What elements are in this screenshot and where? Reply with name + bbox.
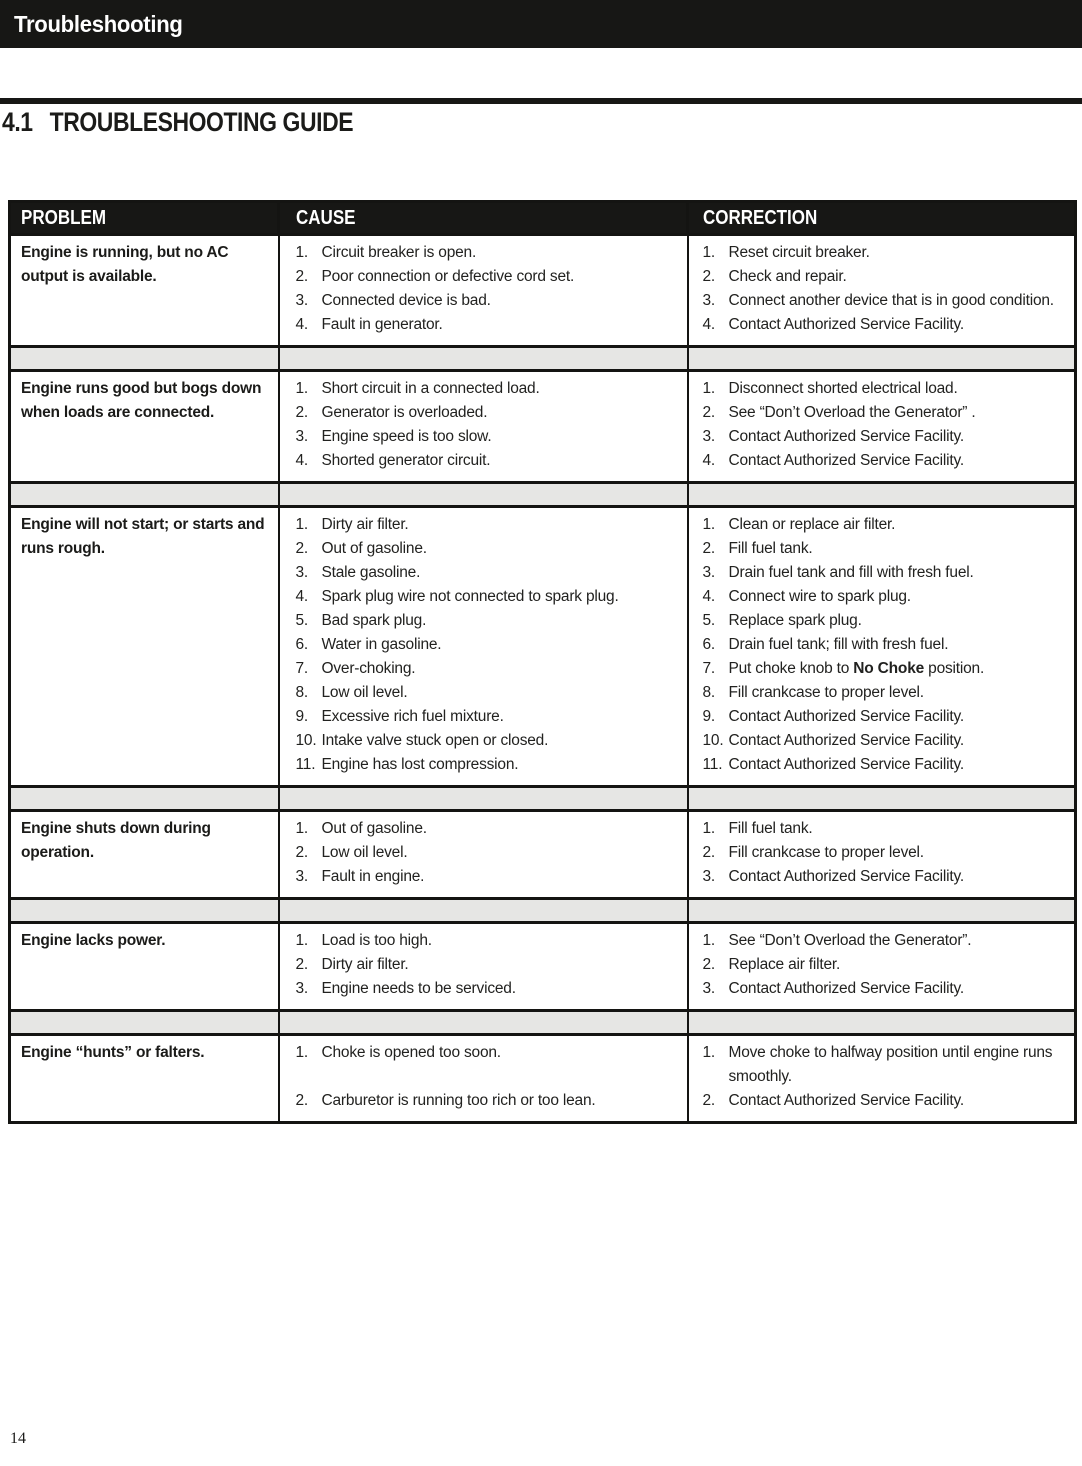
list-item-number: 2.: [702, 268, 716, 285]
list-item-number: 3.: [295, 564, 309, 581]
list-item-text: Out of gasoline.: [321, 540, 427, 557]
list-item-number: 5.: [702, 612, 716, 629]
list-item-number: 2.: [295, 404, 309, 421]
list-item-number: 1.: [295, 516, 309, 533]
list-item: [703, 425, 1067, 449]
list-item-text: Connected device is bad.: [321, 292, 491, 309]
list-item: [296, 657, 679, 681]
list-item-text: Replace air filter.: [728, 956, 841, 973]
list-item-number: 2.: [295, 540, 309, 557]
list-item-text: Contact Authorized Service Facility.: [728, 428, 964, 445]
list-item: [703, 1041, 1067, 1089]
problem-cell: Engine will not start; or starts and runs rough.: [10, 507, 279, 787]
list-item-number: 11.: [702, 756, 723, 773]
list-item: [296, 377, 679, 401]
list-item-text: Contact Authorized Service Facility.: [728, 452, 964, 469]
list-item: [703, 313, 1067, 337]
list-item: [296, 977, 679, 1001]
list-item: [703, 609, 1067, 633]
list-item-number: 3.: [295, 868, 309, 885]
list-item-text: Poor connection or defective cord set.: [321, 268, 575, 285]
list-item-text: Check and repair.: [728, 268, 847, 285]
list-item-text: Contact Authorized Service Facility.: [728, 868, 964, 885]
spacer-cell: [688, 787, 1076, 811]
spacer-row: [10, 1011, 1076, 1035]
list-item: [296, 1041, 679, 1065]
spacer-row: [10, 899, 1076, 923]
list-item-text: Contact Authorized Service Facility.: [728, 708, 964, 725]
spacer-cell: [279, 483, 688, 507]
list-item-text: Low oil level.: [321, 844, 408, 861]
list-item-text: Drain fuel tank; fill with fresh fuel.: [728, 636, 949, 653]
list-item-number: 11.: [295, 756, 316, 773]
section-heading: [2, 107, 353, 138]
list-item-number: 7.: [295, 660, 309, 677]
list-item-number: 2.: [702, 956, 716, 973]
spacer-row: [10, 347, 1076, 371]
list-item: [703, 633, 1067, 657]
spacer-cell: [688, 1011, 1076, 1035]
list-item-text: Drain fuel tank and fill with fresh fuel.: [728, 564, 974, 581]
cause-cell: [279, 371, 688, 483]
list-item: [296, 537, 679, 561]
list-item-text: Fault in generator.: [321, 316, 443, 333]
list-item-number: 1.: [295, 1044, 309, 1061]
header-problem-label: PROBLEM: [21, 206, 106, 229]
list-item: [296, 929, 679, 953]
list-item-text: Move choke to halfway position until engine runs smoothly.: [728, 1044, 1053, 1085]
section-title: TROUBLESHOOTING GUIDE: [49, 107, 354, 137]
section-rule: [0, 98, 1082, 104]
correction-cell: [688, 371, 1076, 483]
top-banner: [0, 0, 1082, 48]
header-cause: [279, 202, 688, 235]
spacer-cell: [10, 1011, 279, 1035]
page-number: 14: [10, 1430, 26, 1447]
spacer-cell: [279, 899, 688, 923]
correction-cell: [688, 923, 1076, 1011]
cause-cell: [279, 811, 688, 899]
list-item: [703, 729, 1067, 753]
spacer-cell: [688, 899, 1076, 923]
list-item-number: 1.: [295, 380, 309, 397]
list-item-number: 1.: [702, 820, 716, 837]
list-item-number: 2.: [702, 404, 716, 421]
list-item-number: 4.: [702, 452, 716, 469]
cause-cell: [279, 235, 688, 347]
list-item-number: 1.: [702, 516, 716, 533]
list-item-number: 5.: [295, 612, 309, 629]
list-item: [703, 561, 1067, 585]
list-item: [703, 537, 1067, 561]
list-item: [703, 377, 1067, 401]
list-item: [703, 841, 1067, 865]
list-item: [296, 289, 679, 313]
table-row: [10, 507, 1076, 787]
list-item: [703, 585, 1067, 609]
spacer-cell: [688, 483, 1076, 507]
list-item: [296, 401, 679, 425]
list-item-text: Engine speed is too slow.: [321, 428, 492, 445]
list-item: [296, 449, 679, 473]
list-item-text: Water in gasoline.: [321, 636, 442, 653]
list-item: [703, 265, 1067, 289]
list-item: [296, 681, 679, 705]
list-item-number: 8.: [702, 684, 716, 701]
list-item-number: 6.: [702, 636, 716, 653]
list-item-text: Fill fuel tank.: [728, 820, 813, 837]
list-item-number: 2.: [295, 268, 309, 285]
list-item: [296, 585, 679, 609]
list-item-text: Fill crankcase to proper level.: [728, 844, 924, 861]
correction-cell: [688, 1035, 1076, 1123]
spacer-cell: [10, 483, 279, 507]
table-row: [10, 235, 1076, 347]
table-row: [10, 923, 1076, 1011]
list-item-number: 1.: [702, 244, 716, 261]
list-item-text: Connect another device that is in good condition.: [728, 292, 1054, 309]
list-item: [703, 865, 1067, 889]
list-item-number: 3.: [295, 428, 309, 445]
list-item-text: Stale gasoline.: [321, 564, 421, 581]
spacer-cell: [279, 347, 688, 371]
cause-cell: [279, 923, 688, 1011]
cause-cell: [279, 507, 688, 787]
list-item-text: Choke is opened too soon.: [321, 1044, 501, 1061]
list-item: [296, 1089, 679, 1113]
list-item: [296, 265, 679, 289]
list-item-number: 8.: [295, 684, 309, 701]
spacer-cell: [10, 787, 279, 811]
list-item-number: 10.: [295, 732, 317, 749]
header-problem: [10, 202, 279, 235]
list-item-text: Shorted generator circuit.: [321, 452, 491, 469]
list-item-text: Short circuit in a connected load.: [321, 380, 540, 397]
list-item-number: 3.: [702, 868, 716, 885]
list-item-text: Engine needs to be serviced.: [321, 980, 516, 997]
list-item-text: See “Don’t Overload the Generator”.: [728, 932, 972, 949]
list-item-number: 4.: [295, 316, 309, 333]
list-item-number: 1.: [295, 244, 309, 261]
list-item: [296, 705, 679, 729]
problem-cell: Engine is running, but no AC output is available.: [10, 235, 279, 347]
list-item-text: Over-choking.: [321, 660, 416, 677]
list-item-text: Bad spark plug.: [321, 612, 427, 629]
spacer-cell: [279, 787, 688, 811]
spacer-cell: [279, 1011, 688, 1035]
list-item-number: 3.: [295, 980, 309, 997]
list-item: [296, 561, 679, 585]
list-item: [703, 705, 1067, 729]
list-item-text: Circuit breaker is open.: [321, 244, 477, 261]
list-item: [296, 609, 679, 633]
spacer-cell: [10, 347, 279, 371]
spacer-row: [10, 483, 1076, 507]
correction-cell: [688, 235, 1076, 347]
list-item: [703, 681, 1067, 705]
list-item-number: 6.: [295, 636, 309, 653]
list-item-number: 4.: [702, 588, 716, 605]
list-item: [296, 841, 679, 865]
list-item-text: Clean or replace air filter.: [728, 516, 896, 533]
list-item-text: Fault in engine.: [321, 868, 425, 885]
list-item: [296, 425, 679, 449]
list-item-text: Spark plug wire not connected to spark plug.: [321, 588, 619, 605]
spacer-cell: [688, 347, 1076, 371]
list-item: [703, 977, 1067, 1001]
list-item-text: Reset circuit breaker.: [728, 244, 870, 261]
list-item-text: Engine has lost compression.: [321, 756, 519, 773]
list-item: [296, 241, 679, 265]
list-item: [296, 865, 679, 889]
list-item: [296, 753, 679, 777]
list-item-text: Low oil level.: [321, 684, 408, 701]
troubleshooting-table: [8, 200, 1077, 1124]
problem-cell: Engine runs good but bogs down when loads are connected.: [10, 371, 279, 483]
list-item-number: 4.: [295, 588, 309, 605]
list-item-number: 2.: [702, 1092, 716, 1109]
list-item-number: 3.: [295, 292, 309, 309]
list-item-text: Fill fuel tank.: [728, 540, 813, 557]
banner-title: Troubleshooting: [14, 10, 183, 37]
list-item: [296, 729, 679, 753]
section-number: 4.1: [2, 107, 33, 137]
list-item: [296, 313, 679, 337]
table-row: [10, 1035, 1076, 1123]
list-item-text: Contact Authorized Service Facility.: [728, 1092, 964, 1109]
list-item: [703, 289, 1067, 313]
list-item-number: 3.: [702, 980, 716, 997]
list-item-text: Contact Authorized Service Facility.: [728, 980, 964, 997]
list-item-number: 3.: [702, 292, 716, 309]
table-row: [10, 811, 1076, 899]
list-item-number: 4.: [702, 316, 716, 333]
list-item-number: 9.: [295, 708, 309, 725]
list-item-number: 4.: [295, 452, 309, 469]
list-item: [703, 929, 1067, 953]
list-item-text: Replace spark plug.: [728, 612, 862, 629]
list-item: [703, 401, 1067, 425]
header-cause-label: CAUSE: [296, 206, 356, 229]
spacer-row: [10, 787, 1076, 811]
list-item-text: Intake valve stuck open or closed.: [321, 732, 549, 749]
list-item-text: Out of gasoline.: [321, 820, 427, 837]
list-item-number: 2.: [295, 1092, 309, 1109]
list-item: [703, 449, 1067, 473]
table-body: [10, 235, 1076, 1123]
list-item-text: Disconnect shorted electrical load.: [728, 380, 958, 397]
table-row: [10, 371, 1076, 483]
list-item: [703, 1089, 1067, 1113]
list-item-text: Contact Authorized Service Facility.: [728, 732, 964, 749]
list-item-text: Contact Authorized Service Facility.: [728, 756, 964, 773]
list-item: [703, 753, 1067, 777]
list-item: [703, 953, 1067, 977]
list-item-number: 10.: [702, 732, 724, 749]
list-item-number: 1.: [295, 932, 309, 949]
list-item-text: Put choke knob to No Choke position.: [728, 660, 985, 677]
list-item: [296, 817, 679, 841]
list-item: [296, 513, 679, 537]
list-item: [703, 241, 1067, 265]
list-item-text: Fill crankcase to proper level.: [728, 684, 924, 701]
list-item-text: See “Don’t Overload the Generator” .: [728, 404, 976, 421]
list-item-text: Contact Authorized Service Facility.: [728, 316, 964, 333]
list-item-text: Dirty air filter.: [321, 516, 409, 533]
list-item-number: 1.: [702, 932, 716, 949]
header-correction-label: CORRECTION: [703, 206, 818, 229]
list-item: [703, 657, 1067, 681]
list-item: [703, 513, 1067, 537]
correction-cell: [688, 507, 1076, 787]
problem-cell: Engine lacks power.: [10, 923, 279, 1011]
list-item: [703, 817, 1067, 841]
header-correction: [688, 202, 1076, 235]
table-header-row: [10, 202, 1076, 235]
list-item-number: 2.: [295, 956, 309, 973]
list-item-number: 9.: [702, 708, 716, 725]
list-item-number: 3.: [702, 564, 716, 581]
list-item-text: Generator is overloaded.: [321, 404, 488, 421]
list-item-number: 1.: [702, 1044, 716, 1061]
spacer-cell: [10, 899, 279, 923]
list-item-number: 7.: [702, 660, 716, 677]
list-item-number: 1.: [295, 820, 309, 837]
list-item: [296, 633, 679, 657]
list-item-text: Excessive rich fuel mixture.: [321, 708, 504, 725]
list-item-number: 3.: [702, 428, 716, 445]
list-item-text: Dirty air filter.: [321, 956, 409, 973]
correction-cell: [688, 811, 1076, 899]
list-item-text: Load is too high.: [321, 932, 432, 949]
cause-cell: [279, 1035, 688, 1123]
list-item-number: 2.: [295, 844, 309, 861]
list-item-text: Connect wire to spark plug.: [728, 588, 911, 605]
list-item-number: 1.: [702, 380, 716, 397]
problem-cell: Engine “hunts” or falters.: [10, 1035, 279, 1123]
problem-cell: Engine shuts down during operation.: [10, 811, 279, 899]
list-item-number: 2.: [702, 540, 716, 557]
list-item-text: Carburetor is running too rich or too lean.: [321, 1092, 596, 1109]
list-item-number: 2.: [702, 844, 716, 861]
list-item: [296, 953, 679, 977]
